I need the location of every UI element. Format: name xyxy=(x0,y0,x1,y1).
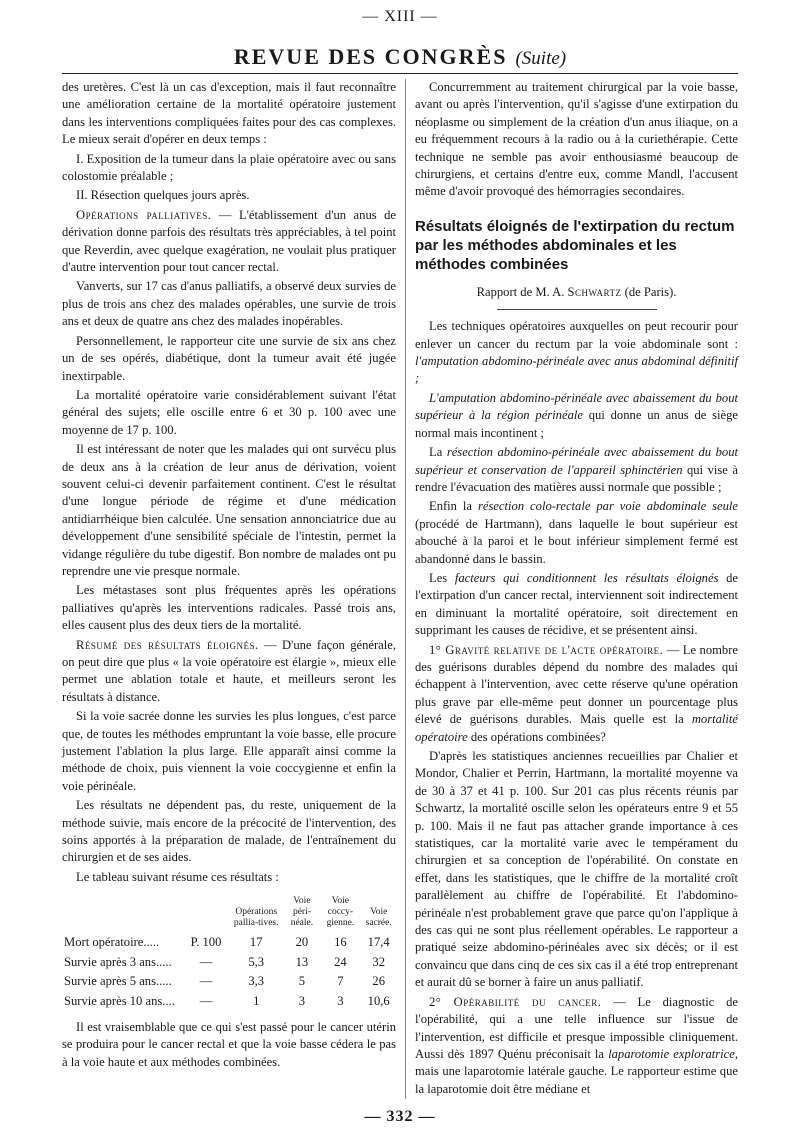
paragraph-text: de l'extirpation d'un cancer rectal, interviennent soit indirectement en diminuant la mortalité opératoire, soit directement en supprimant les causes de récidive, et se présentent ainsi. xyxy=(415,570,738,638)
paragraph-text: qui vise à rendre l'évacuation des matières aussi normale que possible ; xyxy=(415,462,738,494)
paragraph: La mortalité opératoire varie considérablement suivant l'état général des sujets; elle oscille entre 6 et 30 p. 100 avec une moyenne de 17 p. 100. xyxy=(62,387,396,437)
paragraph: D'après les statistiques anciennes recueillies par Chalier et Mondor, Chalier et Perrin, Hartmann, la mortalité moyenne va de 30 à 37 et 41 p. 100. Sur 201 cas plus récents réunis par Schwartz, la mortalité oscille selon les opérateurs entre 9 et 55 p. 100. Mais il ne faut pas attacher grande importance à ces statistiques, car la mortalité varie avec le tempérament du chirurgien et sa conception de l'opérabilité. On constate en effet, dans les statistiques, que le chiffre de la mortalité croît parallèlement au chiffre de l'opérabilité. Et l'abdomino-périnéale n'est probablement grave que parce qu'on l'applique à des cas qui ne sont plus réellement opérables. Le rapporteur a pratiqué seize abdomino-périnéales avec six décès; or il est convaincu que dans cinq de ces six cas il a été trop entreprenant et aurait dû se borner à faire un anus palliatif. xyxy=(415,749,738,990)
paragraph: Il est intéressant de noter que les malades qui ont survécu plus de deux ans à la création de leur anus de dérivation, voient souvent celui-ci devenir parfaitement continent. C'est le résultat d'une longue période de régime et d'une médication antidiarrhéique bien calculée. Une sensation annonciatrice due au développement d'une sensibilité spéciale de l'intestin, permet la vidange régulière du tube digestif. Bon nombre de malades ont pu reprendre une vie presque normale. xyxy=(62,442,396,578)
table-header: Voie sacrée. xyxy=(365,907,392,929)
right-column xyxy=(415,79,738,1100)
table-header: Voie péri-néale. xyxy=(290,896,314,929)
paragraph xyxy=(415,642,738,746)
paragraph-text: des opérations combinées? xyxy=(467,729,606,744)
report-author: Schwartz xyxy=(567,284,622,299)
table-cell: 17,4 xyxy=(367,935,390,950)
table-cell: 7 xyxy=(337,974,344,989)
paragraph-text: La xyxy=(429,445,447,460)
paragraph-text: — Le diagnostic de l'opérabilité, qui a une telle influence sur l'issue de l'intervention, est difficile et presque impossible cliniquement. Aussi dès 1897 Quénu préconisait la xyxy=(415,994,738,1061)
report-prefix: Rapport de M. A. xyxy=(476,284,568,299)
table-cell: 20 xyxy=(295,935,309,950)
table-row xyxy=(62,992,396,1011)
paragraph-text: Enfin la xyxy=(429,499,478,514)
paragraph-text: — L'établissement d'un anus de dérivation donne parfois des résultats très appréciables, à tel point que Reverdin, avec quelque exagération, ne voulait plus pratiquer d'autre intervention pour tout cancer rectal. xyxy=(62,207,396,275)
table-cell: 1 xyxy=(253,993,260,1008)
table-cell: 13 xyxy=(295,954,309,969)
italic-text: l'amputation abdomino-périnéale avec anus abdominal définitif ; xyxy=(415,354,738,386)
row-label: Survie après 5 ans..... xyxy=(64,974,172,989)
table-cell: 17 xyxy=(249,935,263,950)
paragraph xyxy=(415,570,738,640)
table-cell: 32 xyxy=(372,954,385,969)
paragraph: des uretères. C'est là un cas d'exception, mais il faut reconnaître une amélioration certaine de la mortalité opératoire justement dans les interventions compliquées faites pour des cas complexes. Le mieux serait d'opérer en deux temps : xyxy=(62,80,396,147)
paragraph-text: — Le nombre des guérisons durables dépend du nombre des malades qui échappent à l'intervention, avec cette réserve qu'une opération plus grave par elle-même peut donner un pourcentage plus élevé de guérisons durables. Mais quelle est la xyxy=(415,642,738,727)
row-label: Mort opératoire..... xyxy=(64,935,160,950)
paragraph: Si la voie sacrée donne les survies les plus longues, c'est parce que, de toutes les méthodes empruntant la voie basse, elle procure justement l'ablation la plus large. Elle apparaît ainsi comme la méthode de choix, puis viennent la voie coccygienne et enfin la voie périnéale. xyxy=(62,709,396,793)
report-suffix: (de Paris). xyxy=(621,284,677,299)
section-head: Opérations palliatives. xyxy=(76,207,212,222)
paragraph-text: — D'une façon générale, on peut dire que plus « la voie opératoire est élargie », mieux elle permet une ablation totale et haute, et meilleurs seront les résultats à distance. xyxy=(62,637,397,704)
page-number: — 332 — xyxy=(364,1108,436,1125)
table-cell: 24 xyxy=(334,954,347,969)
table-cell: 16 xyxy=(334,935,347,950)
paragraph: Personnellement, le rapporteur cite une survie de six ans chez un de ses opérés, diabétique, dont la tumeur avait été jugée inextirpable. xyxy=(62,333,396,383)
paragraph xyxy=(62,637,396,707)
table-cell: 26 xyxy=(372,974,385,989)
paragraph-text: Les techniques opératoires auxquelles on peut recourir pour enlever un cancer du rectum par la voie abdominale sont : xyxy=(415,319,738,351)
section-heading: Résultats éloignés de l'extirpation du rectum par les méthodes abdominales et les méthodes combinées xyxy=(415,217,735,273)
journal-title: REVUE DES CONGRÈS xyxy=(233,44,508,69)
italic-text: laparotomie exploratrice xyxy=(608,1046,735,1061)
row-unit: — xyxy=(199,993,213,1008)
row-unit: P. 100 xyxy=(190,935,222,950)
section-head: 1° Gravité relative de l'acte opératoire. xyxy=(429,642,664,657)
italic-text: résection abdomino-périnéale avec abaissement du bout supérieur et conservation de l'appareil sphinctérien xyxy=(415,445,739,477)
italic-text: mortalité opératoire xyxy=(415,712,738,744)
table-header-row xyxy=(62,896,396,933)
results-table xyxy=(62,896,396,1011)
paragraph xyxy=(415,318,738,388)
table-header: Voie coccy-gienne. xyxy=(326,896,355,929)
italic-text: facteurs qui conditionnent les résultats éloignés xyxy=(454,570,719,585)
running-header xyxy=(0,44,800,70)
table-cell: 3,3 xyxy=(248,974,265,989)
paragraph-text: Les xyxy=(429,570,455,585)
paragraph: Vanverts, sur 17 cas d'anus palliatifs, a observé deux survies de plus de trois ans chez des malades opérables, une survie de trois ans et deux de quatre ans chez des malades inopérables. xyxy=(62,279,396,329)
paragraph xyxy=(62,207,396,277)
table-cell: 3 xyxy=(298,993,306,1008)
report-rule xyxy=(497,309,657,310)
table-row xyxy=(62,933,396,952)
table-row xyxy=(62,953,396,972)
table-cell: 3 xyxy=(337,993,344,1008)
row-unit: — xyxy=(199,954,213,969)
roman-page-number: — XIII — xyxy=(362,8,438,25)
paragraph-text: qui donne un anus de siège normal mais incontinent ; xyxy=(415,408,739,440)
table-cell: 10,6 xyxy=(367,993,390,1008)
paragraph xyxy=(415,444,738,496)
section-head: 2° Opérabilité du cancer. xyxy=(429,994,602,1009)
paragraph: I. Exposition de la tumeur dans la plaie opératoire avec ou sans colostomie préalable ; xyxy=(62,151,396,184)
paragraph: II. Résection quelques jours après. xyxy=(76,188,250,203)
header-rule xyxy=(62,73,738,74)
paragraph: Les métastases sont plus fréquentes après les opérations palliatives qu'après les interventions radicales. Passé trois ans, elles causent plus des deux tiers de la mortalité. xyxy=(62,583,396,633)
italic-text: résection colo-rectale par voie abdominale seule xyxy=(477,499,738,514)
report-attribution xyxy=(415,284,738,301)
table-header-blank xyxy=(62,896,184,933)
paragraph xyxy=(415,498,738,568)
table-header-blank xyxy=(184,896,228,933)
row-unit: — xyxy=(199,974,213,989)
paragraph-text: , mais une laparotomie latérale gauche. Le rapporteur estime que la laparotomie doit être médiane et xyxy=(415,1046,738,1096)
paragraph xyxy=(415,994,738,1098)
row-label: Survie après 10 ans.... xyxy=(64,993,175,1008)
left-column xyxy=(62,79,396,1073)
paragraph: Les résultats ne dépendent pas, du reste, uniquement de la méthode suivie, mais encore de la précocité de l'intervention, des soins apportés à la préparation de malade, de l'entraînement du chirurgien et de ses aides. xyxy=(62,798,396,865)
table-header: Opérations pallia-tives. xyxy=(233,907,279,929)
paragraph-text: (procédé de Hartmann), dans laquelle le bout supérieur est abouché à la paroi et le bout inférieur simplement fermé est abandonné dans le bassin. xyxy=(415,516,738,566)
paragraph: Le tableau suivant résume ces résultats : xyxy=(76,869,279,884)
section-head: Résumé des résultats éloignés. xyxy=(76,637,259,652)
row-label: Survie après 3 ans..... xyxy=(64,954,172,969)
table-cell: 5,3 xyxy=(248,954,265,969)
paragraph: Il est vraisemblable que ce qui s'est passé pour le cancer utérin se produira pour le cancer rectal et que la voie basse cédera le pas à la voie haute et aux méthodes combinées. xyxy=(62,1019,396,1069)
italic-text: L'amputation abdomino-périnéale avec abaissement du bout supérieur à la région périnéale xyxy=(415,390,738,423)
table-cell: 5 xyxy=(298,974,306,989)
table-row xyxy=(62,972,396,991)
paragraph: Concurremment au traitement chirurgical par la voie basse, avant ou après l'intervention, qu'il s'agisse d'une extirpation du néoplasme ou simplement de la création d'un anus iliaque, on a eu fréquemment recours à la radio ou à la curiethérapie. Cette technique ne semble pas avoir enthousiasmé beaucoup de chirurgiens, et certains d'entre eux, comme Mandl, l'accusent même d'avoir provoqué des hémorragies secondaires. xyxy=(415,80,738,199)
paragraph xyxy=(415,390,738,442)
header-suite: (Suite) xyxy=(515,48,567,69)
column-divider xyxy=(405,79,406,1099)
